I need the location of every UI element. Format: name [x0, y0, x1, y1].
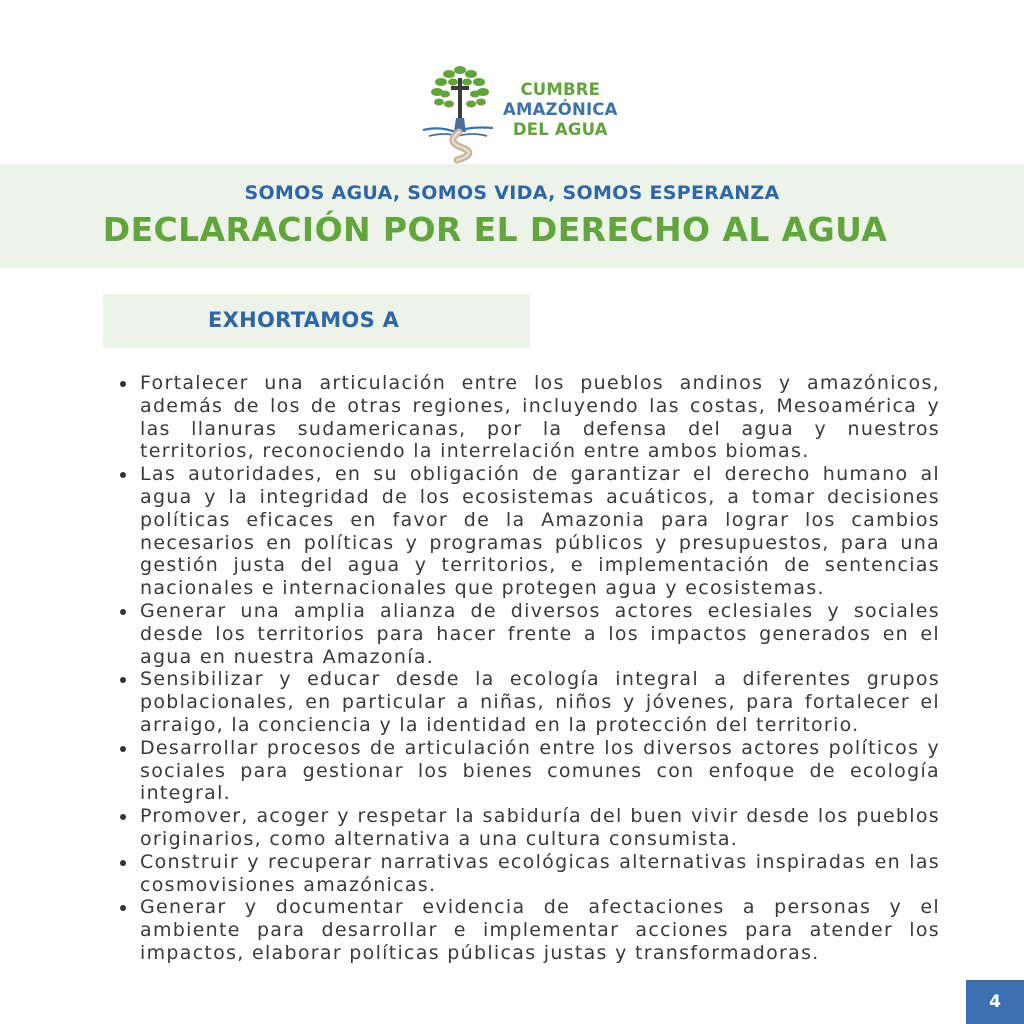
- section-header: [103, 294, 530, 348]
- list-item: Desarrollar procesos de articulación entre los diversos actores políticos y sociales para gestionar los bienes comunes con enfoque de ecología integral.: [118, 737, 940, 805]
- logo-line-3: DEL AGUA: [512, 120, 608, 139]
- list-item: Sensibilizar y educar desde la ecología integral a diferentes grupos poblacionales, en particular a niñas, niños y jóvenes, para fortalecer el arraigo, la conciencia y la identidad en la protección del territorio.: [118, 668, 940, 736]
- list-item: Fortalecer una articulación entre los pueblos andinos y amazónicos, además de los de otras regiones, incluyendo las costas, Mesoamérica y las llanuras sudamericanas, por la defensa del agua y nuestros territorios, reconociendo la interrelación entre ambos biomas.: [118, 372, 940, 463]
- logo: [415, 60, 625, 165]
- list-item: Construir y recuperar narrativas ecológicas alternativas inspiradas en las cosmovisiones amazónicas.: [118, 851, 940, 897]
- page-subtitle: SOMOS AGUA, SOMOS VIDA, SOMOS ESPERANZA: [244, 182, 780, 204]
- page-title: DECLARACIÓN POR EL DERECHO AL AGUA: [102, 210, 888, 249]
- list-item: Promover, acoger y respetar la sabiduría del buen vivir desde los pueblos originarios, como alternativa a una cultura consumista.: [118, 805, 940, 851]
- list-item: Generar y documentar evidencia de afectaciones a personas y el ambiente para desarrollar e implementar acciones para atender los impactos, elaborar políticas públicas justas y transformadoras.: [118, 896, 940, 964]
- logo-text: [503, 80, 618, 140]
- logo-line-2: AMAZÓNICA: [503, 100, 618, 119]
- page-number: 4: [966, 980, 1024, 1024]
- section-title: EXHORTAMOS A: [208, 308, 400, 332]
- list-item: Las autoridades, en su obligación de garantizar el derecho humano al agua y la integridad de los ecosistemas acuáticos, a tomar decisiones políticas eficaces en favor de la Amazonia para lograr los cambios necesarios en políticas y programas públicos y presupuestos, para una gestión justa del agua y territorios, e implementación de sentencias nacionales e internacionales que protegen agua y ecosistemas.: [118, 463, 940, 600]
- list-item: Generar una amplia alianza de diversos actores eclesiales y sociales desde los territorios para hacer frente a los impactos generados en el agua en nuestra Amazonía.: [118, 600, 940, 668]
- logo-line-1: CUMBRE: [520, 80, 601, 99]
- tree-river-cross-icon: [415, 60, 505, 165]
- exhortation-list: [118, 372, 940, 965]
